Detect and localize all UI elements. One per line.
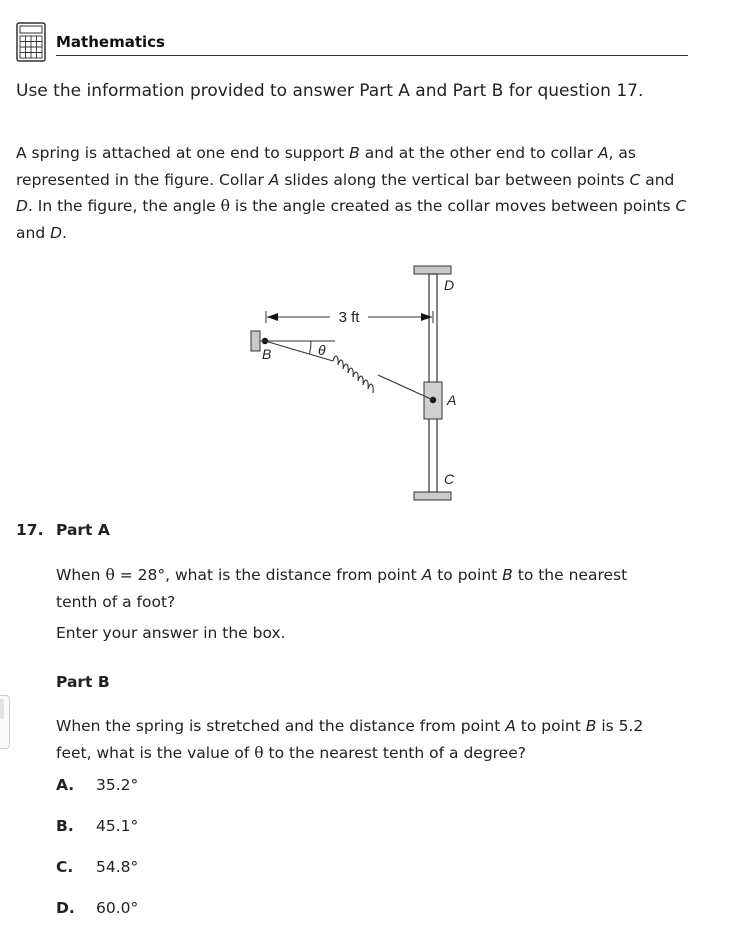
distance-label: 3 ft [338, 309, 360, 326]
bottom-plate [414, 492, 451, 500]
choice-a[interactable]: A. 35.2° [56, 776, 139, 794]
spring-collar-figure [240, 258, 480, 508]
part-b-question: When the spring is stretched and the distance from point A to point B is 5.2 feet, what is the value of θ to the nearest tenth of a degree? [56, 717, 644, 762]
label-d: D [444, 277, 455, 293]
top-plate [414, 266, 451, 274]
label-b: B [262, 346, 272, 362]
calculator-icon [16, 22, 46, 62]
subject-title: Mathematics [56, 33, 165, 51]
header-divider [56, 55, 688, 56]
part-b-title: Part B [56, 673, 110, 691]
part-a-question: When θ = 28°, what is the distance from point A to point B to the nearest tenth of a foot? [56, 566, 628, 611]
label-theta: θ [318, 342, 326, 358]
choice-b[interactable]: B. 45.1° [56, 817, 139, 835]
choice-c[interactable]: C. 54.8° [56, 858, 139, 876]
side-panel-handle[interactable] [0, 699, 4, 719]
intro-text: Use the information provided to answer Part A and Part B for question 17. [16, 81, 644, 101]
choice-d[interactable]: D. 60.0° [56, 899, 139, 917]
spring [333, 356, 373, 393]
label-a: A [447, 392, 457, 408]
part-a-instruction: Enter your answer in the box. [56, 624, 286, 642]
support-b [251, 331, 260, 351]
question-header: 17. Part A [16, 521, 110, 539]
label-c: C [444, 471, 455, 487]
stimulus-paragraph: A spring is attached at one end to support B and at the other end to collar A, as represented in the figure. Collar A slides along the vertical bar between points C and D. In the figure, the angle θ is the angle created as the collar moves between points C and D. [16, 144, 687, 242]
